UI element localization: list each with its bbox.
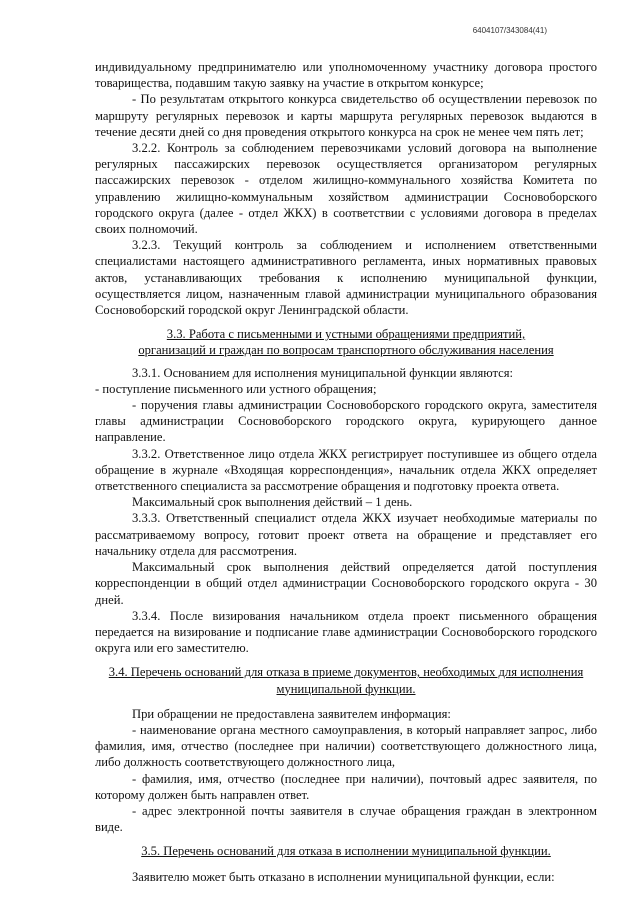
section-3-3-heading-line1: 3.3. Работа с письменными и устными обращениями предприятий, [166, 327, 526, 342]
paragraph-continuation: индивидуальному предпринимателю или уполномоченному участнику договора простого товарищества, подавшим такую заявку на участие в открытом конкурсе; [95, 60, 597, 91]
paragraph-max-term-1: Максимальный срок выполнения действий – 1 день. [132, 495, 413, 510]
paragraph-3-2-3: 3.2.3. Текущий контроль за соблюдением и исполнением ответственными специалистами настоящего административного регламента, иных нормативных правовых актов, устанавливающих требования к исполнению муниципальной функции, осуществляется лицом, назначенным главой администрации муниципального образования Сосновоборский городской округ Ленинградской области. [95, 238, 597, 318]
document-id: 6404107/343084(41) [472, 26, 547, 35]
section-3-4-heading-line1: 3.4. Перечень оснований для отказа в приеме документов, необходимых для исполнения [108, 665, 584, 680]
section-3-5-heading-line1: 3.5. Перечень оснований для отказа в исполнении муниципальной функции. [141, 844, 551, 859]
paragraph-3-3-4: 3.3.4. После визирования начальником отдела проект письменного обращения передается на визирование и подписание главе администрации Сосновоборского городского округа или его заместителю. [95, 608, 597, 656]
paragraph-max-term-2: Максимальный срок выполнения действий определяется датой поступления корреспонденции в общий отдел администрации Сосновоборского городского округа - 30 дней. [95, 560, 597, 607]
paragraph-3-3-1: 3.3.1. Основанием для исполнения муниципальной функции являются: [132, 365, 514, 380]
section-3-5-heading [95, 843, 597, 859]
paragraph-3-2-2: 3.2.2. Контроль за соблюдением перевозчиками условий договора на выполнение регулярных пассажирских перевозок осуществляется организатором регулярных пассажирских перевозок - отделом жилищно-коммунального хозяйства Комитета по управлению жилищно-коммунальным хозяйством администрации Сосновоборского городского округа (далее - отдел ЖКХ) в соответствии с условиями договора в пределах своих полномочий. [95, 141, 597, 237]
paragraph-info-missing: При обращении не предоставлена заявителем информация: [132, 706, 451, 721]
section-3-4-heading-line2: муниципальной функции. [276, 681, 416, 696]
list-item-email: - адрес электронной почты заявителя в случае обращения граждан в электронном виде. [95, 803, 597, 835]
paragraph-refusal: Заявителю может быть отказано в исполнении муниципальной функции, если: [132, 869, 555, 884]
list-item-authority-name: - наименование органа местного самоуправления, в который направляет запрос, либо фамилия, имя, отчество (последнее при наличии) соответствующего должностного лица, либо должность соответствующего должностного лица, [95, 722, 597, 770]
list-item-applicant-name: - фамилия, имя, отчество (последнее при наличии), почтовый адрес заявителя, по которому должен быть направлен ответ. [95, 771, 597, 802]
list-item-written-oral: - поступление письменного или устного обращения; [95, 381, 377, 396]
section-3-3-heading-line2: организаций и граждан по вопросам транспортного обслуживания населения [138, 343, 554, 358]
paragraph-certificate: - По результатам открытого конкурса свидетельство об осуществлении перевозок по маршруту регулярных перевозок и карты маршрута регулярных перевозок выдаются в течение десяти дней со дня проведения открытого конкурса на срок не менее чем пять лет; [95, 92, 597, 139]
paragraph-3-3-3: 3.3.3. Ответственный специалист отдела ЖКХ изучает необходимые материалы по рассматриваемому вопросу, готовит проект ответа на обращение и представляет его начальнику отдела для рассмотрения. [95, 511, 597, 558]
section-3-3-heading [95, 326, 597, 358]
list-item-instructions: - поручения главы администрации Сосновоборского городского округа, заместителя главы администрации Сосновоборского городского округа, курирующего данное направление. [95, 398, 597, 445]
document-page [95, 59, 597, 885]
section-3-4-heading [95, 664, 597, 696]
paragraph-3-3-2: 3.3.2. Ответственное лицо отдела ЖКХ регистрирует поступившее из общего отдела обращение в журнале «Входящая корреспонденция», начальник отдела ЖКХ определяет ответственного специалиста за рассмотрение обращения и подготовку проекта ответа. [95, 446, 597, 494]
